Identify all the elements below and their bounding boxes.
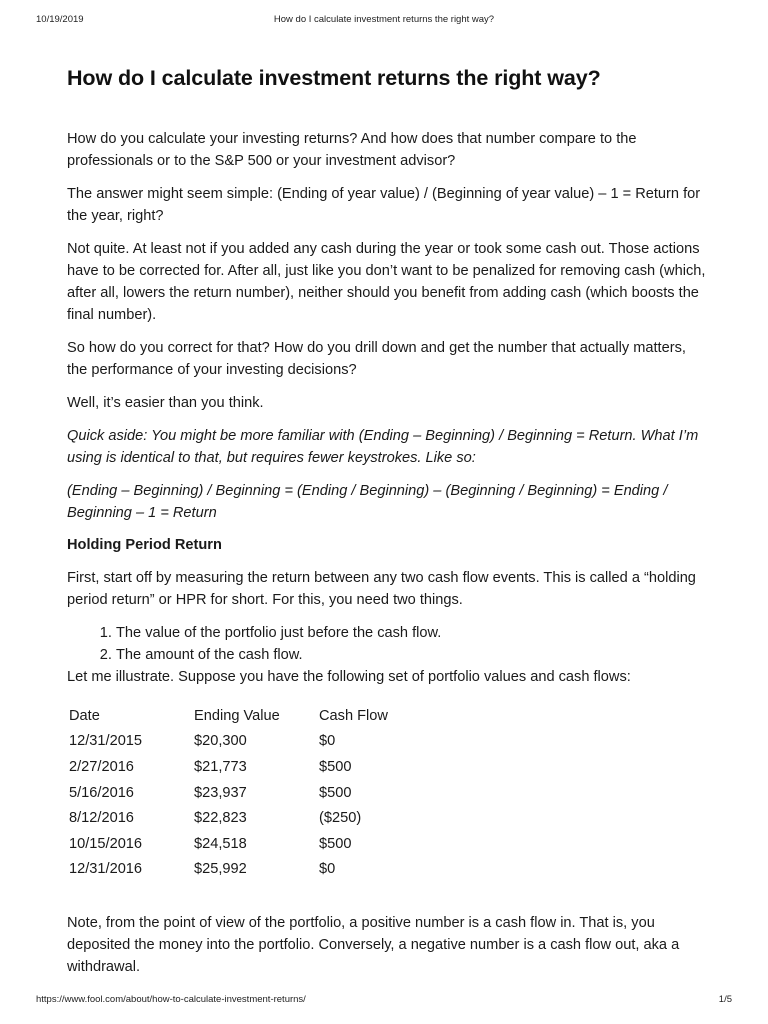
cell-ending-value: $24,518: [194, 835, 247, 852]
print-date: 10/19/2019: [36, 14, 84, 25]
cell-cash-flow: $500: [319, 784, 352, 801]
column-header-ending-value: Ending Value: [194, 707, 280, 724]
table-row: [67, 805, 439, 831]
print-header-title: How do I calculate investment returns the right way?: [273, 14, 495, 25]
aside-formula: (Ending – Beginning) / Beginning = (Ending / Beginning) – (Beginning / Beginning) = Ending / Beginning – 1 = Return: [67, 483, 668, 521]
table-row: [67, 780, 439, 806]
column-header-date: Date: [69, 707, 100, 724]
cell-cash-flow: ($250): [319, 810, 362, 827]
paragraph-3: Not quite. At least not if you added any cash during the year or took some cash out. Those actions have to be corrected for. After all, just like you don’t want to be penalized for removing cash (which, after all, lowers the return number), neither should you benefit from adding cash (which boosts the final number).: [67, 241, 706, 323]
cell-ending-value: $25,992: [194, 861, 247, 878]
list-item: 1. The value of the portfolio just before the cash flow.: [116, 622, 707, 644]
hpr-intro-paragraph: First, start off by measuring the return between any two cash flow events. This is called a “holding period return” or HPR for short. For this, you need two things.: [67, 570, 696, 608]
note-paragraph: Note, from the point of view of the portfolio, a positive number is a cash flow in. That is, you deposited the money into the portfolio. Conversely, a negative number is a cash flow out, aka a withdrawal.: [67, 915, 680, 976]
cell-ending-value: $21,773: [194, 758, 247, 775]
paragraph-1: How do you calculate your investing returns? And how does that number compare to the professionals or to the S&P 500 or your investment advisor?: [67, 131, 637, 169]
cell-cash-flow: $0: [319, 861, 336, 878]
aside-paragraph-1: Quick aside: You might be more familiar with (Ending – Beginning) / Beginning = Return. What I’m using is identical to that, but requires fewer keystrokes. Like so:: [67, 428, 699, 466]
cell-ending-value: $20,300: [194, 733, 247, 750]
cell-date: 2/27/2016: [69, 758, 134, 775]
list-item: 2. The amount of the cash flow.: [116, 644, 707, 666]
cell-cash-flow: $500: [319, 835, 352, 852]
table-row: [67, 754, 439, 780]
cell-cash-flow: $500: [319, 758, 352, 775]
table-header-row: [67, 703, 439, 729]
requirements-list: [67, 622, 707, 666]
page-number: 1/5: [718, 994, 732, 1005]
table-row: [67, 831, 439, 857]
illustrate-paragraph: Let me illustrate. Suppose you have the following set of portfolio values and cash flows:: [67, 669, 631, 685]
paragraph-5: Well, it’s easier than you think.: [67, 395, 264, 411]
paragraph-4: So how do you correct for that? How do you drill down and get the number that actually matters, the performance of your investing decisions?: [67, 340, 686, 378]
column-header-cash-flow: Cash Flow: [319, 707, 388, 724]
table-row: [67, 857, 439, 883]
cell-date: 10/15/2016: [69, 835, 143, 852]
cell-date: 12/31/2016: [69, 861, 143, 878]
cash-flow-table: [67, 703, 439, 882]
cell-date: 5/16/2016: [69, 784, 134, 801]
article-content: [67, 62, 707, 978]
page-url-link[interactable]: https://www.fool.com/about/how-to-calculate-investment-returns/: [36, 994, 306, 1005]
cell-date: 8/12/2016: [69, 810, 134, 827]
section-heading: Holding Period Return: [67, 537, 222, 553]
table-row: [67, 729, 439, 755]
paragraph-2: The answer might seem simple: (Ending of year value) / (Beginning of year value) – 1 = Return for the year, right?: [67, 186, 701, 224]
cell-ending-value: $23,937: [194, 784, 247, 801]
cell-ending-value: $22,823: [194, 810, 247, 827]
article-title: How do I calculate investment returns the right way?: [67, 66, 601, 90]
cell-cash-flow: $0: [319, 733, 336, 750]
cell-date: 12/31/2015: [69, 733, 143, 750]
